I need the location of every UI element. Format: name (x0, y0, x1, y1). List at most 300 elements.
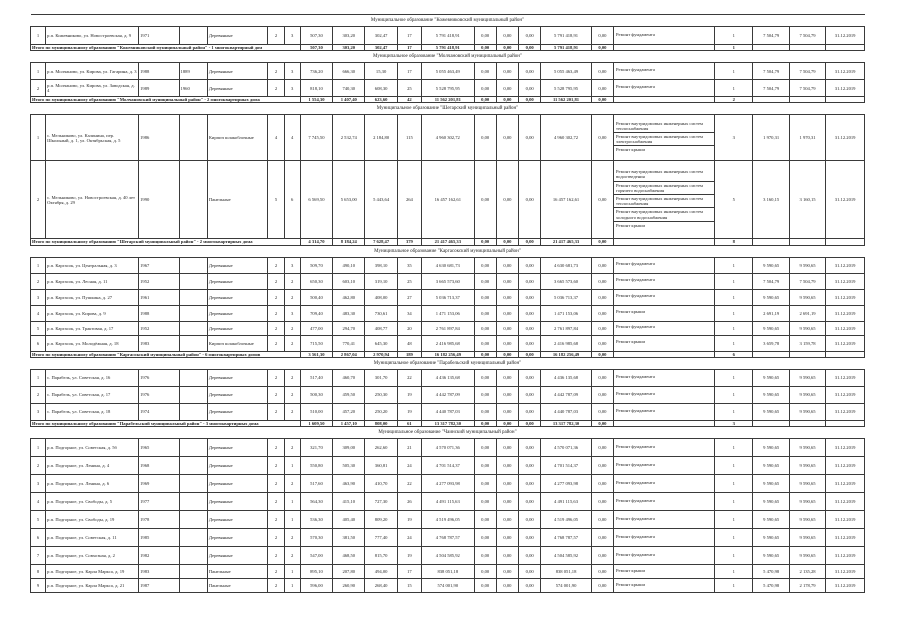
other-funds-cell: 0,00 (591, 579, 613, 593)
living-area-cell: 457,20 (333, 403, 365, 420)
fund-sum: 0,00 (474, 97, 496, 103)
repair-cost-cell: 574 001,90 (422, 579, 475, 593)
unit-price-cell: 7 504,79 (753, 63, 789, 80)
owned-area-cell: 360,81 (365, 457, 397, 475)
floors-cell: 2 (268, 547, 284, 565)
work-type: Ремонт крыши (616, 222, 645, 228)
residents-cell: 22 (397, 475, 421, 493)
row-number: 2 (31, 457, 46, 475)
year-cell: 1967 (139, 257, 179, 273)
wall-material-cell: Деревянные (207, 403, 268, 420)
max-price-cell: 7 504,79 (789, 27, 825, 45)
wall-material-cell: Деревянные (207, 27, 268, 45)
empty-cell (179, 115, 207, 161)
empty-cell (179, 457, 207, 475)
fund-cell: 0,00 (474, 273, 496, 289)
entrances-cell: 1 (284, 511, 300, 529)
year-cell: 1987 (139, 579, 179, 593)
deadline-cell: 31.12.2019 (826, 511, 865, 529)
work-type: Ремонт крыши (616, 567, 645, 573)
regional-budget-cell: 0,00 (496, 579, 518, 593)
entrances-cell: 2 (284, 369, 300, 386)
living-area-cell: 415,10 (333, 493, 365, 511)
max-price-cell: 9 590,65 (789, 493, 825, 511)
residents-cell: 17 (397, 565, 421, 579)
repair-cost-cell: 4 630 681,73 (422, 257, 475, 273)
works-list-cell (614, 80, 715, 97)
regional-budget-cell: 0,00 (496, 369, 518, 386)
owned-area-cell: 302,47 (365, 27, 397, 45)
local-budget-sum: 0,00 (519, 351, 541, 357)
work-count-cell: 1 (715, 335, 753, 351)
empty-cell (179, 579, 207, 593)
work-count-cell: 3 (715, 115, 753, 161)
repair-cost-cell: 5 036 713,37 (422, 289, 475, 305)
deadline-cell: 31.12.2019 (826, 115, 865, 161)
work-count-cell: 1 (715, 27, 753, 45)
table-row (31, 273, 865, 289)
owners-funds-sum: 11 562 201,81 (541, 97, 592, 103)
unit-price-cell: 7 504,79 (753, 27, 789, 45)
repair-cost-cell: 4 442 787,09 (422, 386, 475, 403)
work-type: Ремонт фундамента (616, 84, 655, 90)
capital-repair-register (30, 14, 865, 593)
section-title: Муниципальное образование "Парабельский муниципальный район" (31, 357, 865, 369)
local-budget-cell: 0,00 (519, 547, 541, 565)
other-funds-sum: 0,00 (591, 45, 613, 51)
wall-material-cell: Деревянные (207, 386, 268, 403)
local-budget-sum: 0,00 (519, 97, 541, 103)
work-type: Ремонт внутридомовых инженерных систем горячего водоснабжения (614, 182, 714, 195)
owned-area-sum: 623,60 (365, 97, 397, 103)
other-funds-cell: 0,00 (591, 80, 613, 97)
year-cell: 1965 (139, 439, 179, 457)
owned-area-cell: 809,20 (365, 511, 397, 529)
works-list-cell (614, 27, 715, 45)
wall-material-cell: Деревянные (207, 369, 268, 386)
max-price-cell: 7 504,79 (789, 273, 825, 289)
deadline-cell: 31.12.2019 (826, 565, 865, 579)
table-row (31, 369, 865, 386)
fund-sum: 0,00 (474, 420, 496, 426)
local-budget-cell: 0,00 (519, 335, 541, 351)
year-cell: 1971 (139, 27, 179, 45)
wall-material-cell: Деревянные (207, 511, 268, 529)
empty-cell (179, 403, 207, 420)
empty-cell (179, 565, 207, 579)
address-cell: р.п. Молчаново, ул. Кирова, ул. Гагарина, д. 3 (46, 63, 139, 80)
unit-price-cell: 7 504,79 (753, 80, 789, 97)
regional-budget-cell: 0,00 (496, 529, 518, 547)
max-price-cell: 9 590,65 (789, 529, 825, 547)
empty-cell (179, 511, 207, 529)
local-budget-cell: 0,00 (519, 565, 541, 579)
wall-material-cell: Деревянные (207, 529, 268, 547)
floors-cell: 2 (268, 403, 284, 420)
fund-cell: 0,00 (474, 511, 496, 529)
table-row (31, 475, 865, 493)
repair-cost-cell: 838 051,18 (422, 565, 475, 579)
work-count-cell: 1 (715, 565, 753, 579)
living-area-cell: 381,50 (333, 529, 365, 547)
address-cell: р.п. Каргасок, ул. Пушкина, д. 27 (46, 289, 139, 305)
table-row (31, 80, 865, 97)
work-type: Ремонт крыши (616, 339, 645, 345)
address-cell: р.п. Подгорное, ул. Свободы, д. 19 (46, 511, 139, 529)
fund-cell: 0,00 (474, 257, 496, 273)
floors-cell: 4 (268, 115, 284, 161)
total-area-cell: 709,40 (300, 305, 332, 321)
entrances-cell: 3 (284, 63, 300, 80)
deadline-cell: 31.12.2019 (826, 63, 865, 80)
wall-material-cell: Деревянные (207, 80, 268, 97)
total-area-cell: 895,10 (300, 565, 332, 579)
repair-cost-cell: 5 055 463,49 (422, 63, 475, 80)
residents-sum: 379 (397, 239, 421, 245)
address-cell: р.п. Каргасок, ул. Лесная, д. 11 (46, 273, 139, 289)
floors-cell: 2 (268, 335, 284, 351)
regional-budget-sum: 0,00 (496, 97, 518, 103)
regional-budget-cell: 0,00 (496, 161, 518, 239)
deadline-cell: 31.12.2019 (826, 335, 865, 351)
other-funds-cell: 0,00 (591, 27, 613, 45)
local-budget-sum: 0,00 (519, 239, 541, 245)
living-area-cell: 260,90 (333, 579, 365, 593)
row-number: 1 (31, 63, 46, 80)
unit-price-cell: 9 590,65 (753, 493, 789, 511)
max-price-cell: 9 590,65 (789, 439, 825, 457)
work-count-cell: 1 (715, 257, 753, 273)
empty-cell (179, 529, 207, 547)
other-funds-cell: 0,00 (591, 321, 613, 335)
owners-funds-cell: 4 768 787,57 (541, 529, 592, 547)
fund-cell: 0,00 (474, 457, 496, 475)
living-area-cell: 468,50 (333, 547, 365, 565)
residents-cell: 19 (397, 403, 421, 420)
row-number: 2 (31, 161, 46, 239)
year-cell: 1988 (139, 305, 179, 321)
work-count-sum: 6 (715, 351, 753, 357)
works-list-cell (614, 547, 715, 565)
total-area-cell: 736,20 (300, 63, 332, 80)
other-funds-cell: 0,00 (591, 115, 613, 161)
entrances-cell: 2 (284, 321, 300, 335)
repair-cost-sum: 21 417 465,33 (422, 239, 475, 245)
unit-price-cell: 9 590,65 (753, 369, 789, 386)
living-area-cell: 2 532,74 (333, 115, 365, 161)
work-type: Ремонт внутридомовых инженерных систем теплоснабжения (614, 195, 714, 208)
unit-price-cell: 9 590,65 (753, 321, 789, 335)
regional-budget-cell: 0,00 (496, 547, 518, 565)
total-area-cell: 536,30 (300, 511, 332, 529)
total-label: Итого по муниципальному образованию "Парабельский муниципальный район" - 3 многоквартирных дома (31, 420, 301, 426)
unit-price-cell: 7 504,79 (753, 273, 789, 289)
owners-funds-sum: 21 417 465,33 (541, 239, 592, 245)
section-header-row (31, 245, 865, 257)
regional-budget-cell: 0,00 (496, 273, 518, 289)
works-list-cell (614, 369, 715, 386)
total-area-cell: 507,30 (300, 27, 332, 45)
table-row (31, 115, 865, 161)
address-cell: с. Мельниково, ул. Новостроевская, д. 40 лет Октября, д. 29 (46, 161, 139, 239)
section-header-row (31, 357, 865, 369)
repair-cost-cell: 4 960 302,72 (422, 115, 475, 161)
entrances-cell: 6 (284, 161, 300, 239)
wall-material-cell: Панельные (207, 161, 268, 239)
wall-material-cell: Деревянные (207, 305, 268, 321)
row-number: 3 (31, 289, 46, 305)
wall-material-cell: Деревянные (207, 289, 268, 305)
living-area-cell: 207,80 (333, 565, 365, 579)
fund-cell: 0,00 (474, 386, 496, 403)
total-area-cell: 517,40 (300, 369, 332, 386)
year-cell: 1985 (139, 529, 179, 547)
owners-funds-cell: 4 960 302,72 (541, 115, 592, 161)
owners-funds-cell: 1 471 153,06 (541, 305, 592, 321)
other-funds-cell: 0,00 (591, 335, 613, 351)
work-type: Ремонт фундамента (616, 461, 655, 467)
wall-material-cell: Панельные (207, 565, 268, 579)
floors-cell: 2 (268, 457, 284, 475)
address-cell: р.п. Подгорное, ул. Советская, д. 5б (46, 439, 139, 457)
total-area-sum: 1 554,30 (300, 97, 332, 103)
works-list-cell (614, 386, 715, 403)
unit-price-cell: 9 590,65 (753, 457, 789, 475)
work-type: Ремонт крыши (616, 309, 645, 315)
floors-cell: 2 (268, 305, 284, 321)
living-area-cell: 603,10 (333, 273, 365, 289)
residents-cell: 26 (397, 493, 421, 511)
floors-cell: 2 (268, 80, 284, 97)
living-area-cell: 505,30 (333, 457, 365, 475)
living-area-cell: 740,30 (333, 80, 365, 97)
entrances-cell: 2 (284, 439, 300, 457)
fund-cell: 0,00 (474, 475, 496, 493)
work-count-cell: 1 (715, 273, 753, 289)
fund-cell: 0,00 (474, 493, 496, 511)
address-cell: р.п. Каргасок, ул. Кирова, д. 9 (46, 305, 139, 321)
owners-funds-cell: 2 761 897,84 (541, 321, 592, 335)
owned-area-cell: 262,60 (365, 439, 397, 457)
repair-cost-cell: 2 761 897,84 (422, 321, 475, 335)
repair-cost-cell: 1 471 153,06 (422, 305, 475, 321)
total-area-cell: 517,60 (300, 475, 332, 493)
owners-funds-cell: 5 791 418,91 (541, 27, 592, 45)
other-funds-sum: 0,00 (591, 420, 613, 426)
wall-material-cell: Кирпич шлакоблочные (207, 115, 268, 161)
owned-area-cell: 494,00 (365, 565, 397, 579)
other-funds-sum: 0,00 (591, 239, 613, 245)
work-type: Ремонт крыши (616, 147, 645, 153)
empty-cell (179, 475, 207, 493)
section-header-row (31, 103, 865, 115)
unit-price-cell: 3 659,78 (753, 335, 789, 351)
deadline-cell: 31.12.2019 (826, 439, 865, 457)
wall-material-cell: Панельные (207, 579, 268, 593)
local-budget-cell: 0,00 (519, 289, 541, 305)
max-price-cell: 9 590,65 (789, 321, 825, 335)
max-price-cell: 9 590,65 (789, 511, 825, 529)
work-type: Ремонт фундамента (616, 533, 655, 539)
total-label: Итого по муниципальному образованию "Кожевниковский муниципальный район" - 1 многоквартирный дом (31, 45, 301, 51)
empty-cell (179, 335, 207, 351)
address-cell: с. Парабель, ул. Советская, д. 17 (46, 386, 139, 403)
work-count-cell: 1 (715, 579, 753, 593)
total-area-cell: 570,30 (300, 529, 332, 547)
unit-price-cell: 9 590,65 (753, 289, 789, 305)
row-number: 1 (31, 27, 46, 45)
owners-funds-cell: 3 665 573,60 (541, 273, 592, 289)
total-area-sum: 507,30 (300, 45, 332, 51)
table-row (31, 305, 865, 321)
floors-cell: 2 (268, 289, 284, 305)
living-area-cell: 462,80 (333, 289, 365, 305)
section-title: Муниципальное образование "Шегарский муниципальный район" (31, 103, 865, 115)
table-row (31, 511, 865, 529)
work-type: Ремонт фундамента (616, 551, 655, 557)
table-row (31, 386, 865, 403)
owned-area-cell: 777,40 (365, 529, 397, 547)
work-type: Ремонт фундамента (616, 515, 655, 521)
commission-year-cell: 1889 (179, 63, 207, 80)
living-area-sum: 1 457,10 (333, 420, 365, 426)
owners-funds-cell: 2 416 985,68 (541, 335, 592, 351)
owners-funds-cell: 4 442 787,09 (541, 386, 592, 403)
address-cell: р.п. Каргасок, ул. Трактовая, д. 17 (46, 321, 139, 335)
max-price-cell: 7 504,79 (789, 80, 825, 97)
deadline-cell: 31.12.2019 (826, 289, 865, 305)
owners-funds-cell: 4 436 135,68 (541, 369, 592, 386)
row-number: 6 (31, 335, 46, 351)
work-count-cell: 1 (715, 386, 753, 403)
deadline-cell: 31.12.2019 (826, 403, 865, 420)
repair-cost-cell: 4 768 787,57 (422, 529, 475, 547)
table-row (31, 27, 865, 45)
work-count-cell: 1 (715, 63, 753, 80)
address-cell: р.п. Подгорное, ул. Ленина, д. 4 (46, 457, 139, 475)
residents-cell: 24 (397, 457, 421, 475)
fund-sum: 0,00 (474, 45, 496, 51)
entrances-cell: 2 (284, 335, 300, 351)
row-number: 1 (31, 115, 46, 161)
max-price-cell: 9 590,65 (789, 369, 825, 386)
total-area-cell: 6 569,50 (300, 161, 332, 239)
total-label: Итого по муниципальному образованию "Каргасокский муниципальный район" - 6 многоквартирных домов (31, 351, 301, 357)
year-cell: 1977 (139, 493, 179, 511)
owners-funds-cell: 4 440 787,03 (541, 403, 592, 420)
row-number: 3 (31, 475, 46, 493)
entrances-cell: 3 (284, 27, 300, 45)
empty-cell (179, 439, 207, 457)
living-area-cell: 666,30 (333, 63, 365, 80)
floors-cell: 2 (268, 511, 284, 529)
works-list-cell (614, 565, 715, 579)
fund-cell: 0,00 (474, 161, 496, 239)
works-list-cell (614, 475, 715, 493)
empty-cell (179, 369, 207, 386)
address-cell: р.п. Каргасок, ул. Центральная, д. 3 (46, 257, 139, 273)
year-cell: 1978 (139, 511, 179, 529)
owners-funds-cell: 4 630 681,73 (541, 257, 592, 273)
fund-cell: 0,00 (474, 289, 496, 305)
work-count-sum: 3 (715, 420, 753, 426)
owned-area-cell: 319,10 (365, 273, 397, 289)
work-count-cell: 1 (715, 289, 753, 305)
unit-price-cell: 9 590,65 (753, 403, 789, 420)
year-cell: 1986 (139, 115, 179, 161)
owners-funds-cell: 4 491 115,63 (541, 493, 592, 511)
section-title: Муниципальное образование "Чаинский муниципальный район" (31, 427, 865, 439)
total-area-cell: 715,50 (300, 335, 332, 351)
entrances-cell: 3 (284, 305, 300, 321)
deadline-cell: 31.12.2019 (826, 493, 865, 511)
work-count-cell: 1 (715, 321, 753, 335)
deadline-cell: 31.12.2019 (826, 457, 865, 475)
work-count-cell: 1 (715, 511, 753, 529)
regional-budget-cell: 0,00 (496, 565, 518, 579)
row-number: 5 (31, 321, 46, 335)
other-funds-sum: 0,00 (591, 97, 613, 103)
local-budget-cell: 0,00 (519, 369, 541, 386)
residents-cell: 48 (397, 335, 421, 351)
works-list-cell (614, 579, 715, 593)
empty-cell (179, 27, 207, 45)
works-list-cell (614, 63, 715, 80)
regional-budget-cell: 0,00 (496, 457, 518, 475)
work-count-cell: 1 (715, 529, 753, 547)
wall-material-cell: Деревянные (207, 475, 268, 493)
regional-budget-sum: 0,00 (496, 420, 518, 426)
local-budget-cell: 0,00 (519, 27, 541, 45)
table-row (31, 335, 865, 351)
work-count-cell: 1 (715, 369, 753, 386)
works-list-cell (614, 289, 715, 305)
fund-sum: 0,00 (474, 239, 496, 245)
other-funds-cell: 0,00 (591, 565, 613, 579)
empty-cell (179, 386, 207, 403)
year-cell: 1976 (139, 369, 179, 386)
unit-price-cell: 9 590,65 (753, 439, 789, 457)
section-title: Муниципальное образование "Молчановский муниципальный район" (31, 51, 865, 63)
owned-area-sum: 808,00 (365, 420, 397, 426)
total-area-cell: 477,00 (300, 321, 332, 335)
regional-budget-cell: 0,00 (496, 257, 518, 273)
floors-cell: 2 (268, 321, 284, 335)
local-budget-cell: 0,00 (519, 403, 541, 420)
deadline-cell: 31.12.2019 (826, 80, 865, 97)
unit-price-cell: 2 691,19 (753, 305, 789, 321)
wall-material-cell: Кирпич шлакоблочные (207, 335, 268, 351)
section-header-row (31, 51, 865, 63)
total-label: Итого по муниципальному образованию "Шегарский муниципальный район" - 2 многоквартирных дома (31, 239, 301, 245)
max-price-cell: 9 590,65 (789, 403, 825, 420)
owners-funds-cell: 4 519 496,05 (541, 511, 592, 529)
repair-cost-cell: 3 665 573,60 (422, 273, 475, 289)
work-type: Ремонт внутридомовых инженерных систем электроснабжения (614, 133, 714, 146)
residents-cell: 15 (397, 579, 421, 593)
table-row (31, 547, 865, 565)
fund-sum: 0,00 (474, 351, 496, 357)
entrances-cell: 2 (284, 289, 300, 305)
fund-cell: 0,00 (474, 321, 496, 335)
other-funds-cell: 0,00 (591, 547, 613, 565)
work-type: Ремонт фундамента (616, 373, 655, 379)
entrances-cell: 2 (284, 547, 300, 565)
owned-area-cell: 250,30 (365, 386, 397, 403)
work-count-cell: 1 (715, 493, 753, 511)
year-cell: 1983 (139, 565, 179, 579)
empty-cell (179, 321, 207, 335)
